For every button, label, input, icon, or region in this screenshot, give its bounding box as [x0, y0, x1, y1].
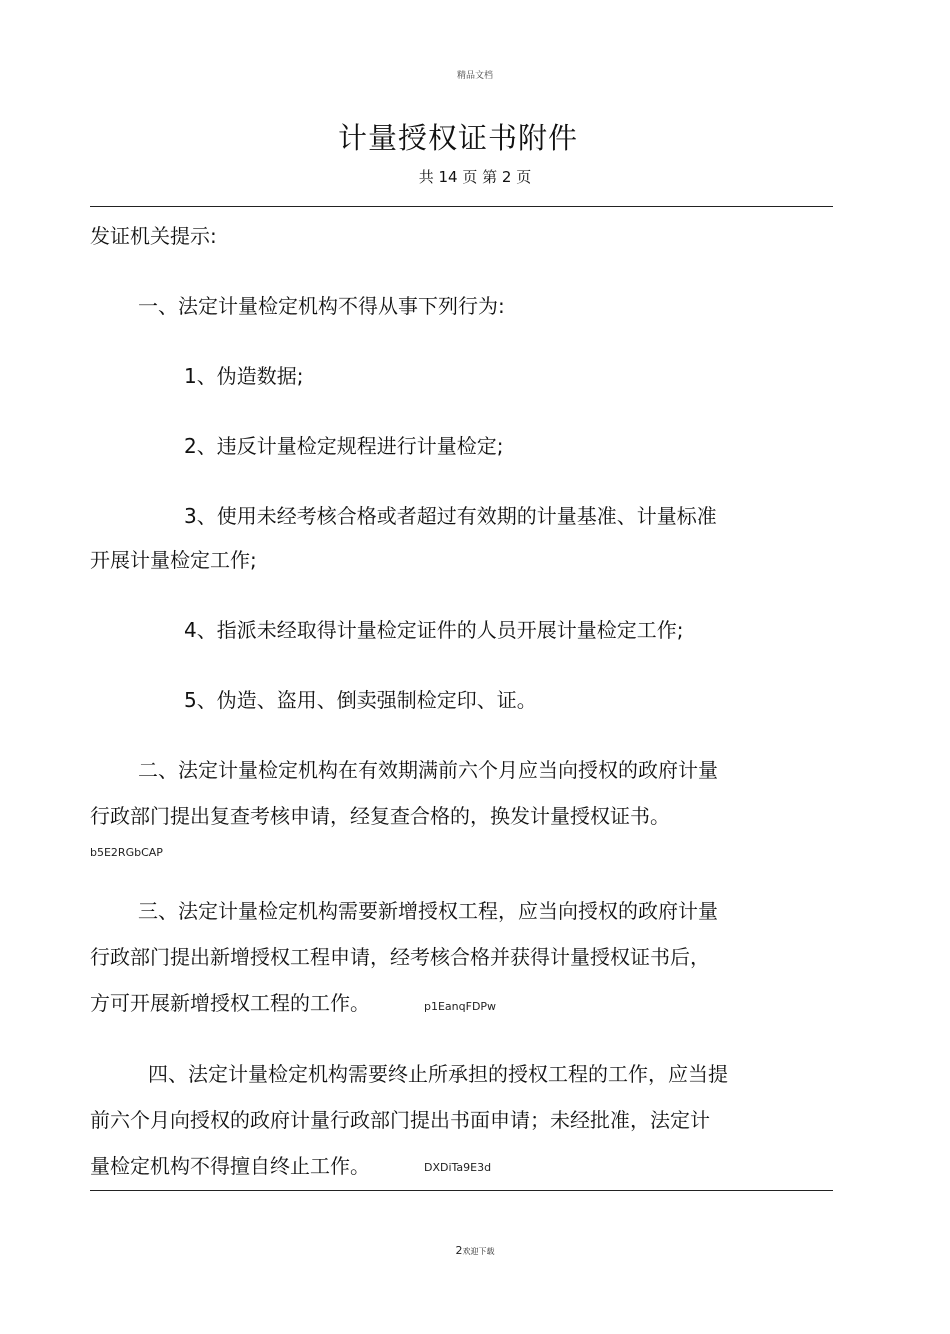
page-count: 共 14 页 第 2 页 — [418, 168, 532, 186]
section4-line-1: 四、法定计量检定机构需要终止所承担的授权工程的工作，应当提 — [148, 1062, 728, 1086]
section1-heading: 一、法定计量检定机构不得从事下列行为: — [138, 294, 505, 318]
intro-text: 发证机关提示: — [90, 224, 217, 248]
bottom-divider — [90, 1190, 833, 1191]
section1-item-4: 4、指派未经取得计量检定证件的人员开展计量检定工作; — [184, 618, 684, 642]
section1-item-1: 1、伪造数据; — [184, 364, 304, 388]
section3-code: p1EanqFDPw — [424, 1000, 497, 1013]
section4-line-3: 量检定机构不得擅自终止工作。 — [90, 1154, 370, 1178]
section3-line-3: 方可开展新增授权工程的工作。 — [90, 991, 370, 1015]
footer-page-number: 2 — [455, 1244, 463, 1257]
footer-label: 欢迎下载 — [462, 1247, 495, 1256]
page-footer — [0, 1244, 950, 1257]
section3-line-2: 行政部门提出新增授权工程申请，经考核合格并获得计量授权证书后， — [90, 945, 710, 969]
section4-line-2: 前六个月向授权的政府计量行政部门提出书面申请；未经批准，法定计 — [90, 1108, 710, 1132]
section3-line-1: 三、法定计量检定机构需要新增授权工程，应当向授权的政府计量 — [138, 899, 718, 923]
header-label: 精品文档 — [456, 71, 493, 81]
section1-item-3: 3、使用未经考核合格或者超过有效期的计量基准、计量标准 — [184, 504, 717, 528]
section1-item-5: 5、伪造、盗用、倒卖强制检定印、证。 — [184, 688, 537, 712]
document-title: 计量授权证书附件 — [337, 121, 578, 155]
section2-code: b5E2RGbCAP — [90, 846, 163, 859]
section2-line-1: 二、法定计量检定机构在有效期满前六个月应当向授权的政府计量 — [138, 758, 718, 782]
section1-item-3-cont: 开展计量检定工作; — [90, 548, 257, 572]
section2-line-2: 行政部门提出复查考核申请，经复查合格的，换发计量授权证书。 — [90, 804, 670, 828]
section1-item-2: 2、违反计量检定规程进行计量检定; — [184, 434, 504, 458]
section4-code: DXDiTa9E3d — [424, 1161, 492, 1174]
top-divider — [90, 206, 833, 207]
